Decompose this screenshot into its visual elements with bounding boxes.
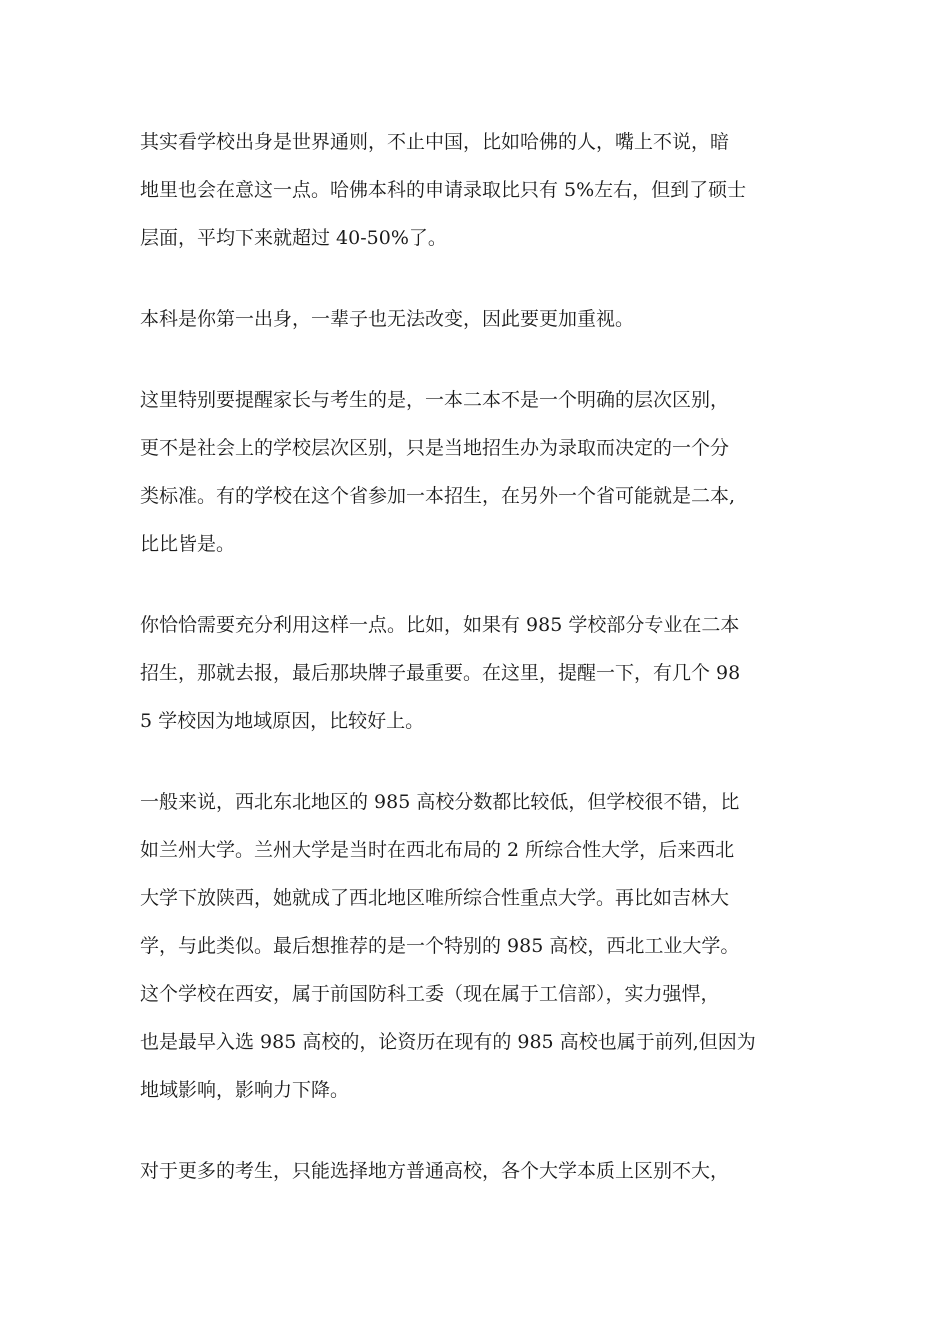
- text-line: 这个学校在西安，属于前国防科工委（现在属于工信部），实力强悍，: [140, 983, 720, 1005]
- text-line: 学，与此类似。最后想推荐的是一个特别的 985 高校，西北工业大学。: [140, 935, 740, 957]
- text-line: 一般来说，西北东北地区的 985 高校分数都比较低，但学校很不错，比: [140, 791, 740, 813]
- paragraph-undergraduate: [140, 295, 815, 343]
- paragraph-tier-reminder: [140, 376, 815, 568]
- text-line: 地里也会在意这一点。哈佛本科的申请录取比只有 5%左右，但到了硕士: [140, 179, 747, 201]
- text-line: 如兰州大学。兰州大学是当时在西北布局的 2 所综合性大学，后来西北: [140, 839, 735, 861]
- text-line: 这里特别要提醒家长与考生的是，一本二本不是一个明确的层次区别，: [140, 389, 730, 411]
- text-line: 更不是社会上的学校层次区别，只是当地招生办为录取而决定的一个分: [140, 437, 730, 459]
- paragraph-local-universities: [140, 1147, 815, 1195]
- text-line: 招生，那就去报，最后那块牌子最重要。在这里，提醒一下，有几个 98: [140, 662, 741, 684]
- paragraph-gap: [140, 1114, 815, 1147]
- text-line: 5 学校因为地域原因，比较好上。: [140, 710, 425, 732]
- paragraph-gap: [140, 745, 815, 778]
- text-line: 地域影响，影响力下降。: [140, 1079, 350, 1101]
- paragraph-985-strategy: [140, 601, 815, 745]
- text-line: 类标准。有的学校在这个省参加一本招生，在另外一个省可能就是二本,: [140, 485, 736, 507]
- text-line: 层面，平均下来就超过 40-50%了。: [140, 227, 447, 249]
- paragraph-northwest-universities: [140, 778, 815, 1114]
- text-line: 比比皆是。: [140, 533, 236, 555]
- text-line: 对于更多的考生，只能选择地方普通高校，各个大学本质上区别不大，: [140, 1160, 730, 1182]
- document-body: [140, 118, 815, 1195]
- text-line: 你恰恰需要充分利用这样一点。比如，如果有 985 学校部分专业在二本: [140, 614, 740, 636]
- text-line: 本科是你第一出身，一辈子也无法改变，因此要更加重视。: [140, 308, 635, 330]
- paragraph-gap: [140, 568, 815, 601]
- text-line: 也是最早入选 985 高校的，论资历在现有的 985 高校也属于前列,但因为: [140, 1031, 756, 1053]
- text-line: 其实看学校出身是世界通则，不止中国，比如哈佛的人，嘴上不说，暗: [140, 131, 730, 153]
- paragraph-gap: [140, 262, 815, 295]
- text-line: 大学下放陕西，她就成了西北地区唯所综合性重点大学。再比如吉林大: [140, 887, 730, 909]
- paragraph-gap: [140, 343, 815, 376]
- paragraph-harvard: [140, 118, 815, 262]
